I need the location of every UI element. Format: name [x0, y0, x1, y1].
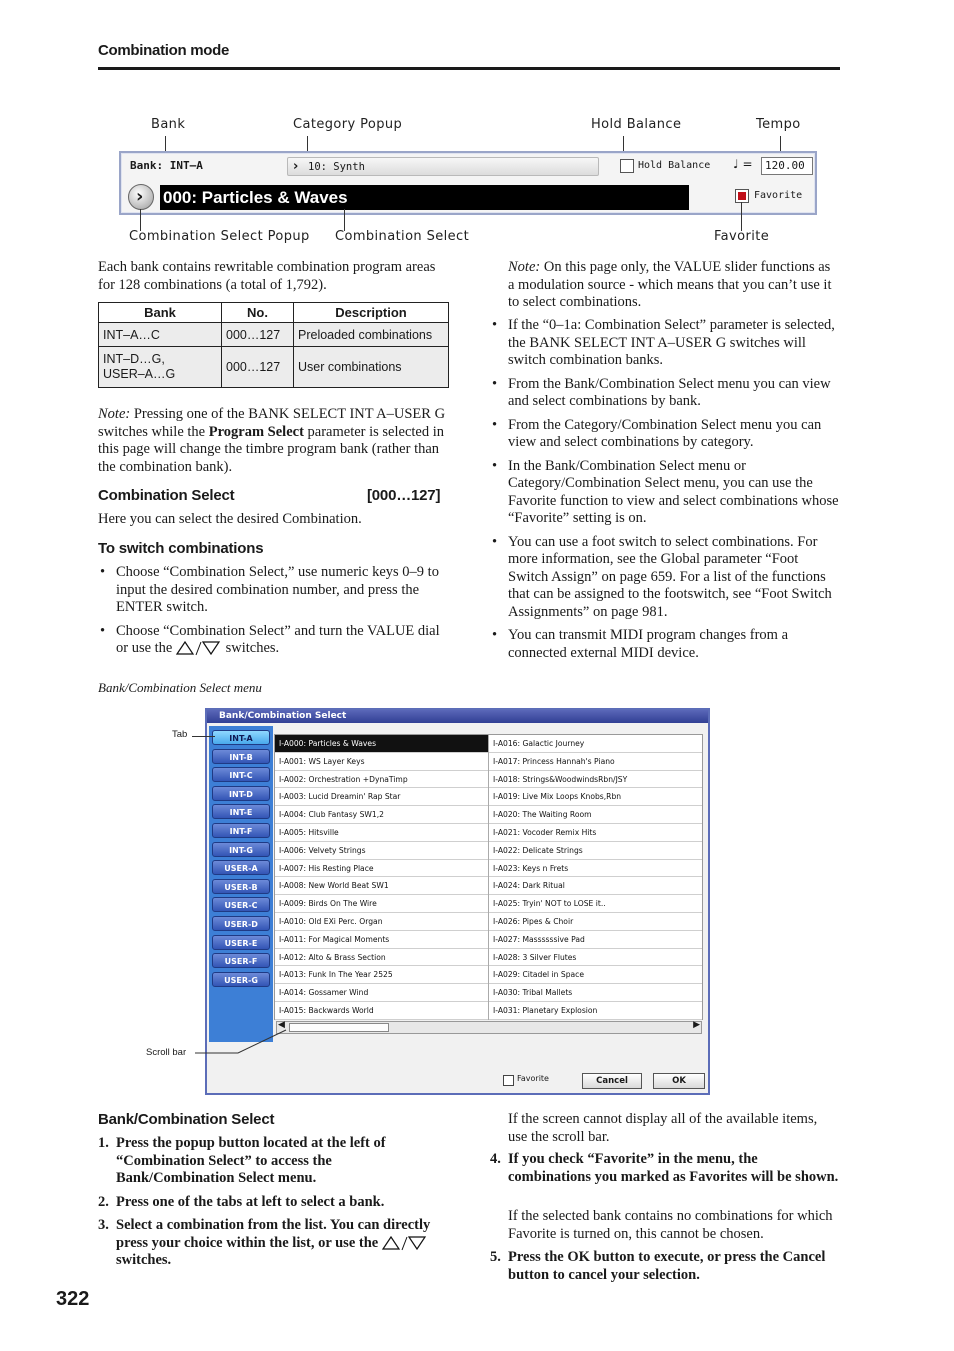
steps-right-5	[490, 1249, 840, 1289]
list-item[interactable]: I-A011: For Magical Moments	[275, 931, 488, 949]
tab-user-g[interactable]: USER-G	[212, 972, 270, 987]
list-item[interactable]: I-A031: Planetary Explosion	[489, 1002, 702, 1020]
list-item[interactable]: I-A024: Dark Ritual	[489, 877, 702, 895]
step-item: 2. Press one of the tabs at left to select a bank.	[98, 1193, 385, 1210]
cancel-button[interactable]: Cancel	[582, 1073, 642, 1089]
callout-tab: Tab	[172, 729, 188, 740]
right-note: Note: On this page only, the VALUE slider functions as a modulation source - which means that you can’t use it to select combinations.	[508, 259, 832, 310]
list-item[interactable]: I-A010: Old EXi Perc. Organ	[275, 913, 488, 931]
dialog-favorite-label: Favorite	[517, 1074, 549, 1083]
tab-int-g[interactable]: INT-G	[212, 842, 270, 857]
figure-caption: Bank/Combination Select menu	[98, 680, 262, 695]
list-item[interactable]: I-A014: Gossamer Wind	[275, 984, 488, 1002]
bank-indicator[interactable]: Bank: INT–A	[130, 159, 203, 172]
list-item[interactable]: I-A017: Princess Hannah's Piano	[489, 753, 702, 771]
list-item[interactable]: I-A027: Massssssive Pad	[489, 931, 702, 949]
col-header-no: No.	[222, 303, 294, 323]
page-number: 322	[56, 1288, 90, 1310]
list-item: • If the “0–1a: Combination Select” parameter is selected, the BANK SELECT INT A–USER G switches will switch combination banks.	[490, 317, 840, 370]
tab-int-b[interactable]: INT-B	[212, 749, 270, 764]
scroll-left-icon[interactable]: ◀	[278, 1020, 285, 1030]
callout-bank: Bank	[151, 117, 186, 132]
list-item[interactable]: I-A019: Live Mix Loops Knobs,Rbn	[489, 788, 702, 806]
note-text-b: parameter is selected in this page will change the timbre program bank (rather than the combination bank).	[98, 423, 445, 475]
list-item[interactable]: I-A020: The Waiting Room	[489, 806, 702, 824]
list-item[interactable]: I-A029: Citadel in Space	[489, 966, 702, 984]
table-cell: 000…127	[222, 323, 294, 347]
note-label: Note:	[98, 406, 131, 422]
chevron-right-icon: ›	[136, 186, 144, 207]
callout-tempo: Tempo	[756, 117, 801, 132]
intro-paragraph: Each bank contains rewritable combination program areas for 128 combinations (a total of 1,792).	[98, 259, 436, 293]
table-cell: 000…127	[222, 347, 294, 388]
table-cell: INT–A…C	[99, 323, 222, 347]
list-item[interactable]: I-A006: Velvety Strings	[275, 842, 488, 860]
list-item: • In the Bank/Combination Select menu or Category/Combination Select menu, you can use the Favorite function to view and select combinations whose “Favorite” setting is on.	[490, 458, 840, 528]
step-item: 4. If you check “Favorite” in the menu, the combinations you marked as Favorites will be shown.	[490, 1151, 839, 1185]
steps-right	[490, 1151, 840, 1190]
favorite-label: Favorite	[754, 190, 803, 201]
chevron-right-icon: ›	[293, 159, 299, 174]
ok-button[interactable]: OK	[653, 1073, 705, 1089]
tempo-prefix: ♩ =	[733, 157, 753, 171]
param-range: [000…127]	[367, 487, 441, 504]
note-bold: Program Select	[208, 423, 304, 440]
list-item[interactable]: I-A021: Vocoder Remix Hits	[489, 824, 702, 842]
param-heading: Combination Select	[98, 487, 235, 504]
list-item[interactable]: I-A018: Strings&WoodwindsRbn/JSY	[489, 771, 702, 789]
tab-user-e[interactable]: USER-E	[212, 935, 270, 950]
list-item[interactable]: I-A013: Funk In The Year 2525	[275, 966, 488, 984]
callout-combination-select-popup: Combination Select Popup	[129, 229, 310, 244]
list-item[interactable]: I-A028: 3 Silver Flutes	[489, 949, 702, 967]
tab-user-a[interactable]: USER-A	[212, 860, 270, 875]
list-item: • From the Bank/Combination Select menu you can view and select combinations by bank.	[490, 376, 840, 411]
bottom-heading: Bank/Combination Select	[98, 1111, 275, 1128]
list-item[interactable]: I-A026: Pipes & Choir	[489, 913, 702, 931]
section-header: Combination mode	[98, 42, 230, 59]
tempo-field[interactable]: 120.00	[761, 157, 813, 175]
step3-continued: If the screen cannot display all of the available items, use the scroll bar.	[508, 1111, 818, 1145]
list-item: • You can use a foot switch to select combinations. For more information, see the Global parameter “Foot Switch Assign” on page 659. For a list of the functions that can be assigned to the footswitch, see “Foot Switch Assignments” on page 981.	[490, 534, 840, 622]
tab-int-f[interactable]: INT-F	[212, 823, 270, 838]
list-item[interactable]: I-A023: Keys n Frets	[489, 860, 702, 878]
tab-int-d[interactable]: INT-D	[212, 786, 270, 801]
list-item[interactable]: I-A012: Alto & Brass Section	[275, 949, 488, 967]
list-item[interactable]: I-A008: New World Beat SW1	[275, 877, 488, 895]
steps-left	[98, 1135, 450, 1275]
list-item[interactable]: I-A030: Tribal Mallets	[489, 984, 702, 1002]
list-item[interactable]: I-A015: Backwards World	[275, 1002, 488, 1020]
tab-user-f[interactable]: USER-F	[212, 953, 270, 968]
tab-user-d[interactable]: USER-D	[212, 916, 270, 931]
list-item[interactable]: I-A009: Birds On The Wire	[275, 895, 488, 913]
tab-user-c[interactable]: USER-C	[212, 897, 270, 912]
switch-heading: To switch combinations	[98, 540, 264, 557]
callout-combination-select: Combination Select	[335, 229, 470, 244]
list-item: • From the Category/Combination Select menu you can view and select combinations by category.	[490, 417, 840, 452]
combination-select-field[interactable]: 000: Particles & Waves	[160, 185, 689, 210]
scroll-right-icon[interactable]: ▶	[693, 1020, 700, 1030]
step-item: 3. Select a combination from the list. You can directly press your choice within the list, or use the switches.	[98, 1217, 431, 1268]
param-description: Here you can select the desired Combination.	[98, 511, 362, 527]
step-item: 5. Press the OK button to execute, or press the Cancel button to cancel your selection.	[490, 1249, 826, 1283]
list-item[interactable]: I-A022: Delicate Strings	[489, 842, 702, 860]
tab-int-e[interactable]: INT-E	[212, 804, 270, 819]
note-label: Note:	[508, 259, 541, 275]
list-item[interactable]: I-A001: WS Layer Keys	[275, 753, 488, 771]
callout-category-popup: Category Popup	[293, 117, 403, 132]
col-header-bank: Bank	[99, 303, 222, 323]
list-item[interactable]: I-A005: Hitsville	[275, 824, 488, 842]
dialog-title: Bank/Combination Select	[207, 710, 708, 723]
callout-hold-balance: Hold Balance	[591, 117, 682, 132]
list-item[interactable]: I-A003: Lucid Dreamin' Rap Star	[275, 788, 488, 806]
callout-scroll-bar: Scroll bar	[146, 1047, 187, 1058]
list-item[interactable]: I-A007: His Resting Place	[275, 860, 488, 878]
col-header-description: Description	[294, 303, 449, 323]
list-item[interactable]: I-A004: Club Fantasy SW1,2	[275, 806, 488, 824]
up-down-triangle-icon	[382, 1236, 428, 1250]
table-cell: User combinations	[294, 347, 449, 388]
table-cell: Preloaded combinations	[294, 323, 449, 347]
list-item[interactable]: I-A000: Particles & Waves	[275, 735, 488, 753]
callout-favorite: Favorite	[714, 229, 770, 244]
list-item: • You can transmit MIDI program changes from a connected external MIDI device.	[490, 627, 840, 662]
step4-note: If the selected bank contains no combinations for which Favorite is turned on, this cannot be chosen.	[508, 1208, 833, 1242]
list-item: • Choose “Combination Select,” use numeric keys 0–9 to input the desired combination number, and press the ENTER switch.	[98, 564, 448, 617]
list-item: • Choose “Combination Select” and turn the VALUE dial or use the switches.	[98, 623, 448, 658]
table-cell: INT–D…G, USER–A…G	[99, 347, 222, 388]
note-text-a: Pressing one of the BANK SELECT INT A–USER G switches while the	[98, 406, 446, 440]
step-item: 1. Press the popup button located at the left of “Combination Select” to access the Bank/Combination Select menu.	[98, 1135, 386, 1186]
tab-user-b[interactable]: USER-B	[212, 879, 270, 894]
hold-balance-label: Hold Balance	[638, 160, 711, 171]
tab-int-a[interactable]: INT-A	[212, 730, 270, 745]
list-item[interactable]: I-A025: Tryin' NOT to LOSE it..	[489, 895, 702, 913]
tab-int-c[interactable]: INT-C	[212, 767, 270, 782]
category-value: 10: Synth	[308, 161, 365, 173]
list-item[interactable]: I-A016: Galactic Journey	[489, 735, 702, 753]
list-item[interactable]: I-A002: Orchestration +DynaTimp	[275, 771, 488, 789]
